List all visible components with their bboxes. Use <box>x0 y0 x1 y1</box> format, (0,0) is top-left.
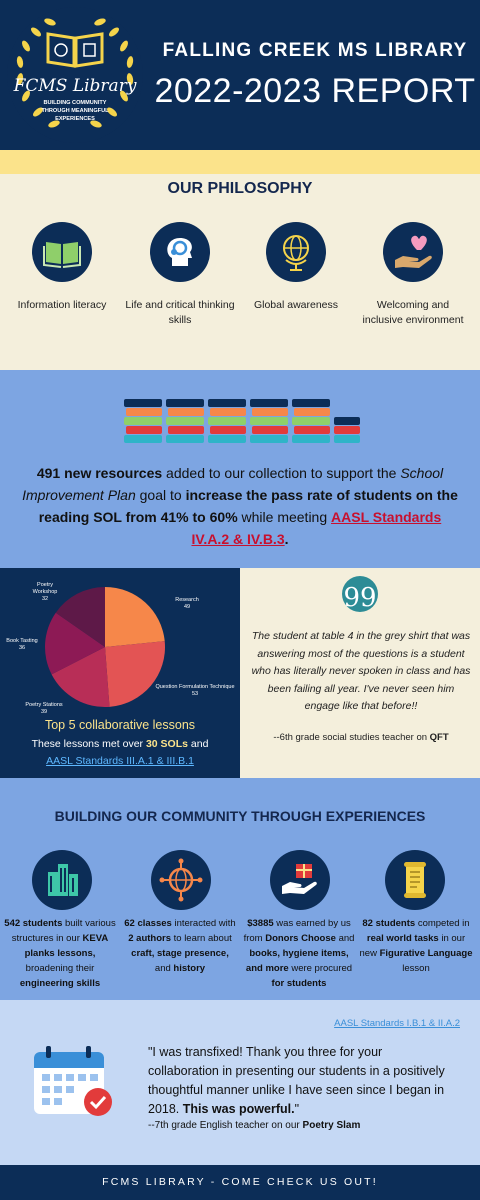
quote-attribution: --6th grade social studies teacher on QFT <box>273 732 449 743</box>
quote-attribution: --7th grade English teacher on our Poetry Slam <box>148 1120 361 1131</box>
aasl-standards-link[interactable]: AASL Standards I.B.1 & II.A.2 <box>334 1018 460 1029</box>
gift-hand-icon <box>270 850 330 910</box>
network-globe-icon <box>151 850 211 910</box>
pie-label: Book Tasting 36 <box>6 638 38 651</box>
poetry-slam-section <box>0 1000 480 1165</box>
community-section <box>0 778 480 1000</box>
accent-stripe <box>0 150 480 174</box>
philosophy-label: Welcoming and inclusive environment <box>362 299 464 326</box>
collab-title: Top 5 collaborative lessons <box>44 718 196 732</box>
report-title-line2: 2022-2023 REPORT <box>154 72 476 110</box>
buildings-icon <box>32 850 92 910</box>
pie-label: Research 49 <box>175 597 199 610</box>
svg-text:THROUGH MEANINGFUL: THROUGH MEANINGFUL <box>41 108 109 114</box>
resources-section <box>0 370 480 568</box>
philosophy-section <box>0 174 480 370</box>
section-title: OUR PHILOSOPHY <box>167 180 313 197</box>
community-stat: 82 students competed in real world tasks in our new Figurative Language lesson <box>359 918 473 974</box>
pie-slice <box>105 587 165 647</box>
quote-icon: 99 <box>342 576 378 612</box>
pie-label: Poetry Workshop 32 <box>32 582 58 602</box>
book-stacks-icon <box>122 397 362 445</box>
svg-text:EXPERIENCES: EXPERIENCES <box>55 116 95 122</box>
globe-icon <box>266 222 326 282</box>
report-title-line1: FALLING CREEK MS LIBRARY <box>162 40 468 61</box>
philosophy-label: Life and critical thinking skills <box>125 299 235 326</box>
teacher-quote-section <box>240 568 480 778</box>
resources-summary: 491 new resources added to our collection to support the School Improvement Plan goal to increase the pass rate of students on the reading SOL from 41% to 60% while meeting AASL Standards IV.A.2 & IV.B.3. <box>22 465 458 547</box>
pie-label: Question Formulation Technique 53 <box>155 684 235 697</box>
svg-text:FCMS Library: FCMS Library <box>13 76 137 96</box>
collab-subtitle: These lessons met over 30 SOLs and AASL Standards III.A.1 & III.B.1 <box>31 738 209 767</box>
svg-text:BUILDING COMMUNITY: BUILDING COMMUNITY <box>43 100 107 106</box>
scroll-icon <box>385 850 445 910</box>
poetry-slam-quote: "I was transfixed! Thank you three for your collaboration in presenting our students in a positively thoughtful manner unlike I have seen since I began in 2018. This was powerful." <box>148 1045 445 1116</box>
library-logo <box>4 4 146 146</box>
heart-hand-icon <box>383 222 443 282</box>
community-stat: 62 classes interacted with 2 authors to learn about craft, stage presence, and history <box>124 918 236 974</box>
aasl-standards-link[interactable]: AASL Standards III.A.1 & III.B.1 <box>46 755 194 767</box>
community-stat: $3885 was earned by us from Donors Choose and books, hygiene items, and more were procured for students <box>243 918 355 989</box>
head-gears-icon <box>150 222 210 282</box>
community-stat: 542 students built various structures in our KEVA planks lessons, broadening their engineering skills <box>4 918 116 989</box>
collaborative-lessons-chart <box>0 568 240 778</box>
teacher-quote: The student at table 4 in the grey shirt that was answering most of the questions is a student who has literally never spoken in class and has been failing all year. I've never seen him engage like that before!! <box>251 630 471 712</box>
open-book-icon <box>32 222 92 282</box>
footer: FCMS LIBRARY - COME CHECK US OUT! <box>0 1165 480 1200</box>
philosophy-label: Global awareness <box>253 299 339 311</box>
aasl-standards-link[interactable]: AASL Standards IV.A.2 & IV.B.3 <box>191 509 442 547</box>
calendar-check-icon <box>28 1042 118 1120</box>
philosophy-label: Information literacy <box>17 299 107 311</box>
pie-label: Poetry Stations 39 <box>25 702 63 715</box>
section-title: BUILDING OUR COMMUNITY THROUGH EXPERIENCES <box>54 808 426 824</box>
